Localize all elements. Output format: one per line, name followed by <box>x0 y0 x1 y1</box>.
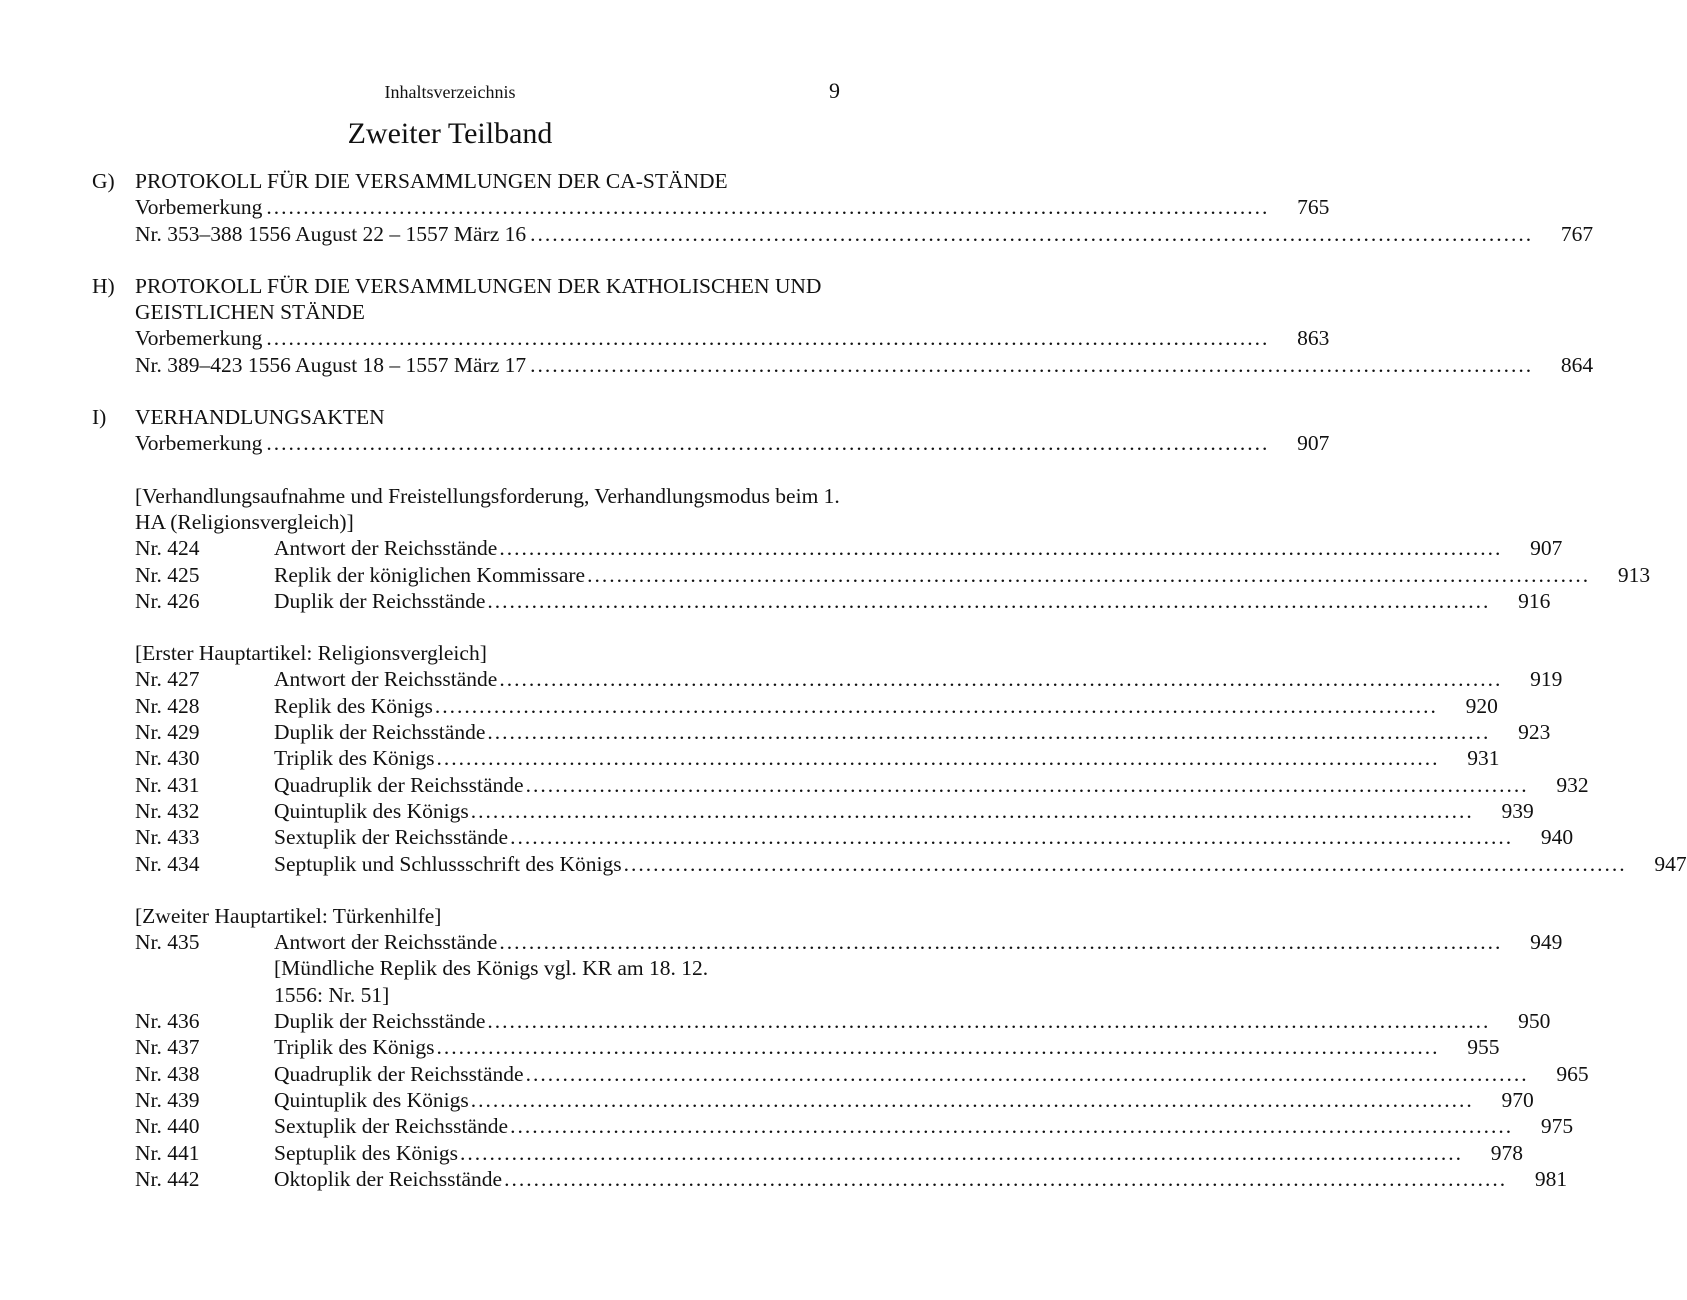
toc-page-number: 864 <box>1560 352 1594 377</box>
section-letter: G) <box>92 169 115 193</box>
toc-entry <box>135 1113 1574 1139</box>
dot-leader: ........................................................................................................................................ <box>487 720 1491 745</box>
toc-entry <box>135 1061 1589 1087</box>
entry-number: Nr. 432 <box>135 798 200 823</box>
toc-line <box>135 430 1330 456</box>
toc-page-number: 767 <box>1560 221 1594 246</box>
section-i-heading <box>92 404 840 430</box>
toc-entry <box>135 851 1687 877</box>
entry-title: Quintuplik des Königs <box>274 798 469 823</box>
toc-group <box>92 640 1687 877</box>
entry-title: Septuplik und Schlussschrift des Königs <box>274 851 622 876</box>
entry-number: Nr. 439 <box>135 1087 200 1112</box>
entry-title: Duplik der Reichsstände <box>274 720 486 745</box>
entry-number: Nr. 434 <box>135 851 200 876</box>
entry-number: Nr. 426 <box>135 588 200 613</box>
toc-line-label: Nr. 353–388 1556 August 22 – 1557 März 16 <box>135 221 527 246</box>
section-h <box>92 273 1594 378</box>
dot-leader: ........................................................................................................................................ <box>504 1166 1508 1191</box>
toc-entry <box>135 562 1651 588</box>
entry-title: Replik der königlichen Kommissare <box>274 562 586 587</box>
toc-page-number: 978 <box>1490 1140 1523 1165</box>
entry-number: Nr. 431 <box>135 772 200 797</box>
entry-number: Nr. 435 <box>135 930 200 955</box>
section-title: PROTOKOLL FÜR DIE VERSAMMLUNGEN DER CA-STÄNDE <box>135 169 728 193</box>
entry-title: Sextuplik der Reichsstände <box>274 825 509 850</box>
dot-leader: ........................................................................................................................................ <box>525 1061 1529 1086</box>
toc-line-label: Vorbemerkung <box>135 326 263 351</box>
section-title: PROTOKOLL FÜR DIE VERSAMMLUNGEN DER KATHOLISCHEN UND GEISTLICHEN STÄNDE <box>135 273 822 325</box>
toc-group <box>92 483 1651 614</box>
dot-leader: ........................................................................................................................................ <box>510 825 1514 850</box>
toc-page-number: 765 <box>1297 195 1330 220</box>
toc-page-number: 965 <box>1556 1061 1589 1086</box>
section-letter: I) <box>92 405 107 430</box>
toc-page-number: 931 <box>1467 746 1500 771</box>
section-i <box>92 404 1687 1192</box>
toc-entry <box>135 588 1551 614</box>
dot-leader: ........................................................................................................................................ <box>510 1114 1514 1139</box>
dot-leader: ........................................................................................................................................ <box>436 746 1440 771</box>
toc-line <box>135 194 1330 220</box>
toc-entry <box>135 1087 1534 1113</box>
entry-number: Nr. 440 <box>135 1114 200 1139</box>
toc-entry <box>135 772 1589 798</box>
entry-number: Nr. 430 <box>135 746 200 771</box>
dot-leader: ........................................................................................................................................ <box>487 1009 1491 1034</box>
toc-entry <box>135 535 1563 561</box>
toc-entry <box>135 798 1534 824</box>
dot-leader: ........................................................................................................................................ <box>266 195 1270 220</box>
toc-line-label: Vorbemerkung <box>135 431 263 456</box>
toc-line <box>135 221 1594 247</box>
dot-leader: ........................................................................................................................................ <box>587 562 1591 587</box>
entry-title: Antwort der Reichsstände <box>274 667 498 692</box>
toc-page-number: 970 <box>1501 1087 1534 1112</box>
entry-title: Sextuplik der Reichsstände <box>274 1114 509 1139</box>
toc-entry <box>135 929 1563 955</box>
dot-leader: ........................................................................................................................................ <box>470 798 1474 823</box>
dot-leader: ........................................................................................................................................ <box>499 930 1503 955</box>
toc-line-label: Nr. 389–423 1556 August 18 – 1557 März 17 <box>135 352 527 377</box>
toc-page-number: 923 <box>1518 720 1551 745</box>
entry-title: Duplik der Reichsstände <box>274 1009 486 1034</box>
toc-page-number: 907 <box>1297 431 1330 456</box>
entry-number: Nr. 429 <box>135 720 200 745</box>
toc-page-number: 947 <box>1654 851 1687 876</box>
toc-page-number: 907 <box>1530 536 1563 561</box>
section-letter: H) <box>92 273 115 298</box>
toc-page-number: 975 <box>1540 1114 1574 1139</box>
dot-leader: ........................................................................................................................................ <box>266 326 1270 351</box>
dot-leader: ........................................................................................................................................ <box>499 667 1503 692</box>
toc-entry <box>135 824 1574 850</box>
toc-entry <box>135 745 1500 771</box>
entry-number: Nr. 424 <box>135 536 200 561</box>
toc-page-number: 863 <box>1297 326 1330 351</box>
entry-number: Nr. 433 <box>135 825 200 850</box>
dot-leader: ........................................................................................................................................ <box>470 1087 1474 1112</box>
entry-title: Triplik des Königs <box>274 1035 435 1060</box>
page-number: 9 <box>829 78 840 103</box>
entry-number: Nr. 428 <box>135 693 200 718</box>
entry-number: Nr. 437 <box>135 1035 200 1060</box>
section-g-heading <box>92 168 840 194</box>
toc-page-number: 913 <box>1617 562 1651 587</box>
dot-leader: ........................................................................................................................................ <box>436 1035 1440 1060</box>
volume-title: Zweiter Teilband <box>347 117 553 150</box>
toc-entry <box>135 666 1563 692</box>
entry-number: Nr. 427 <box>135 667 200 692</box>
dot-leader: ........................................................................................................................................ <box>459 1140 1463 1165</box>
dot-leader: ........................................................................................................................................ <box>499 536 1503 561</box>
toc-line-label: Vorbemerkung <box>135 195 263 220</box>
entry-title: Triplik des Königs <box>274 746 435 771</box>
entry-number: Nr. 442 <box>135 1166 200 1191</box>
toc-page-number: 940 <box>1540 825 1574 850</box>
entry-number: Nr. 438 <box>135 1061 200 1086</box>
toc-page-number: 939 <box>1501 798 1534 823</box>
entry-title: Quadruplik der Reichsstände <box>274 1061 524 1086</box>
toc-entry <box>135 1008 1551 1034</box>
toc-entry <box>135 1034 1500 1060</box>
toc-page-number: 919 <box>1530 667 1563 692</box>
dot-leader: ........................................................................................................................................ <box>266 431 1270 456</box>
toc-page-number: 981 <box>1534 1166 1568 1191</box>
toc-line <box>135 352 1594 378</box>
dot-leader: ........................................................................................................................................ <box>487 588 1491 613</box>
entry-title: Replik des Königs <box>274 693 433 718</box>
entry-title: Septuplik des Königs <box>274 1140 458 1165</box>
entry-title: Antwort der Reichsstände <box>274 930 498 955</box>
entry-title: Duplik der Reichsstände <box>274 588 486 613</box>
toc-line <box>135 325 1330 351</box>
toc-page-number: 955 <box>1467 1035 1500 1060</box>
dot-leader: ........................................................................................................................................ <box>525 772 1529 797</box>
toc-page-number: 916 <box>1518 588 1551 613</box>
entry-title: Quadruplik der Reichsstände <box>274 772 524 797</box>
section-h-heading <box>92 273 840 326</box>
toc-page-number: 920 <box>1465 693 1498 718</box>
toc-page-number: 950 <box>1518 1009 1551 1034</box>
toc-entry <box>135 1166 1568 1192</box>
group-title: [Zweiter Hauptartikel: Türkenhilfe] <box>135 903 442 928</box>
group-title: [Erster Hauptartikel: Religionsvergleich] <box>135 641 487 666</box>
entry-number: Nr. 425 <box>135 562 200 587</box>
entry-number: Nr. 436 <box>135 1009 200 1034</box>
toc-entry <box>135 719 1551 745</box>
dot-leader: ........................................................................................................................................ <box>623 851 1627 876</box>
dot-leader: ........................................................................................................................................ <box>434 693 1438 718</box>
running-head: Inhaltsverzeichnis <box>384 82 516 102</box>
toc-entry <box>135 693 1498 719</box>
dot-leader: ........................................................................................................................................ <box>530 221 1534 246</box>
section-title: VERHANDLUNGSAKTEN <box>135 405 385 430</box>
entry-note: [Mündliche Replik des Königs vgl. KR am 18. 12. 1556: Nr. 51] <box>274 956 709 1007</box>
dot-leader: ........................................................................................................................................ <box>530 352 1534 377</box>
toc-page-number: 932 <box>1556 772 1589 797</box>
toc-page-number: 949 <box>1530 930 1563 955</box>
toc-group <box>92 903 1589 1192</box>
entry-title: Quintuplik des Königs <box>274 1087 469 1112</box>
toc-entry <box>135 1140 1523 1166</box>
entry-number: Nr. 441 <box>135 1140 200 1165</box>
entry-title: Oktoplik der Reichsstände <box>274 1166 503 1191</box>
table-of-contents <box>92 168 1687 1218</box>
group-title: [Verhandlungsaufnahme und Freistellungsforderung, Verhandlungsmodus beim 1. HA (Religionsvergleich)] <box>135 483 840 534</box>
section-g <box>92 168 1594 247</box>
entry-title: Antwort der Reichsstände <box>274 536 498 561</box>
